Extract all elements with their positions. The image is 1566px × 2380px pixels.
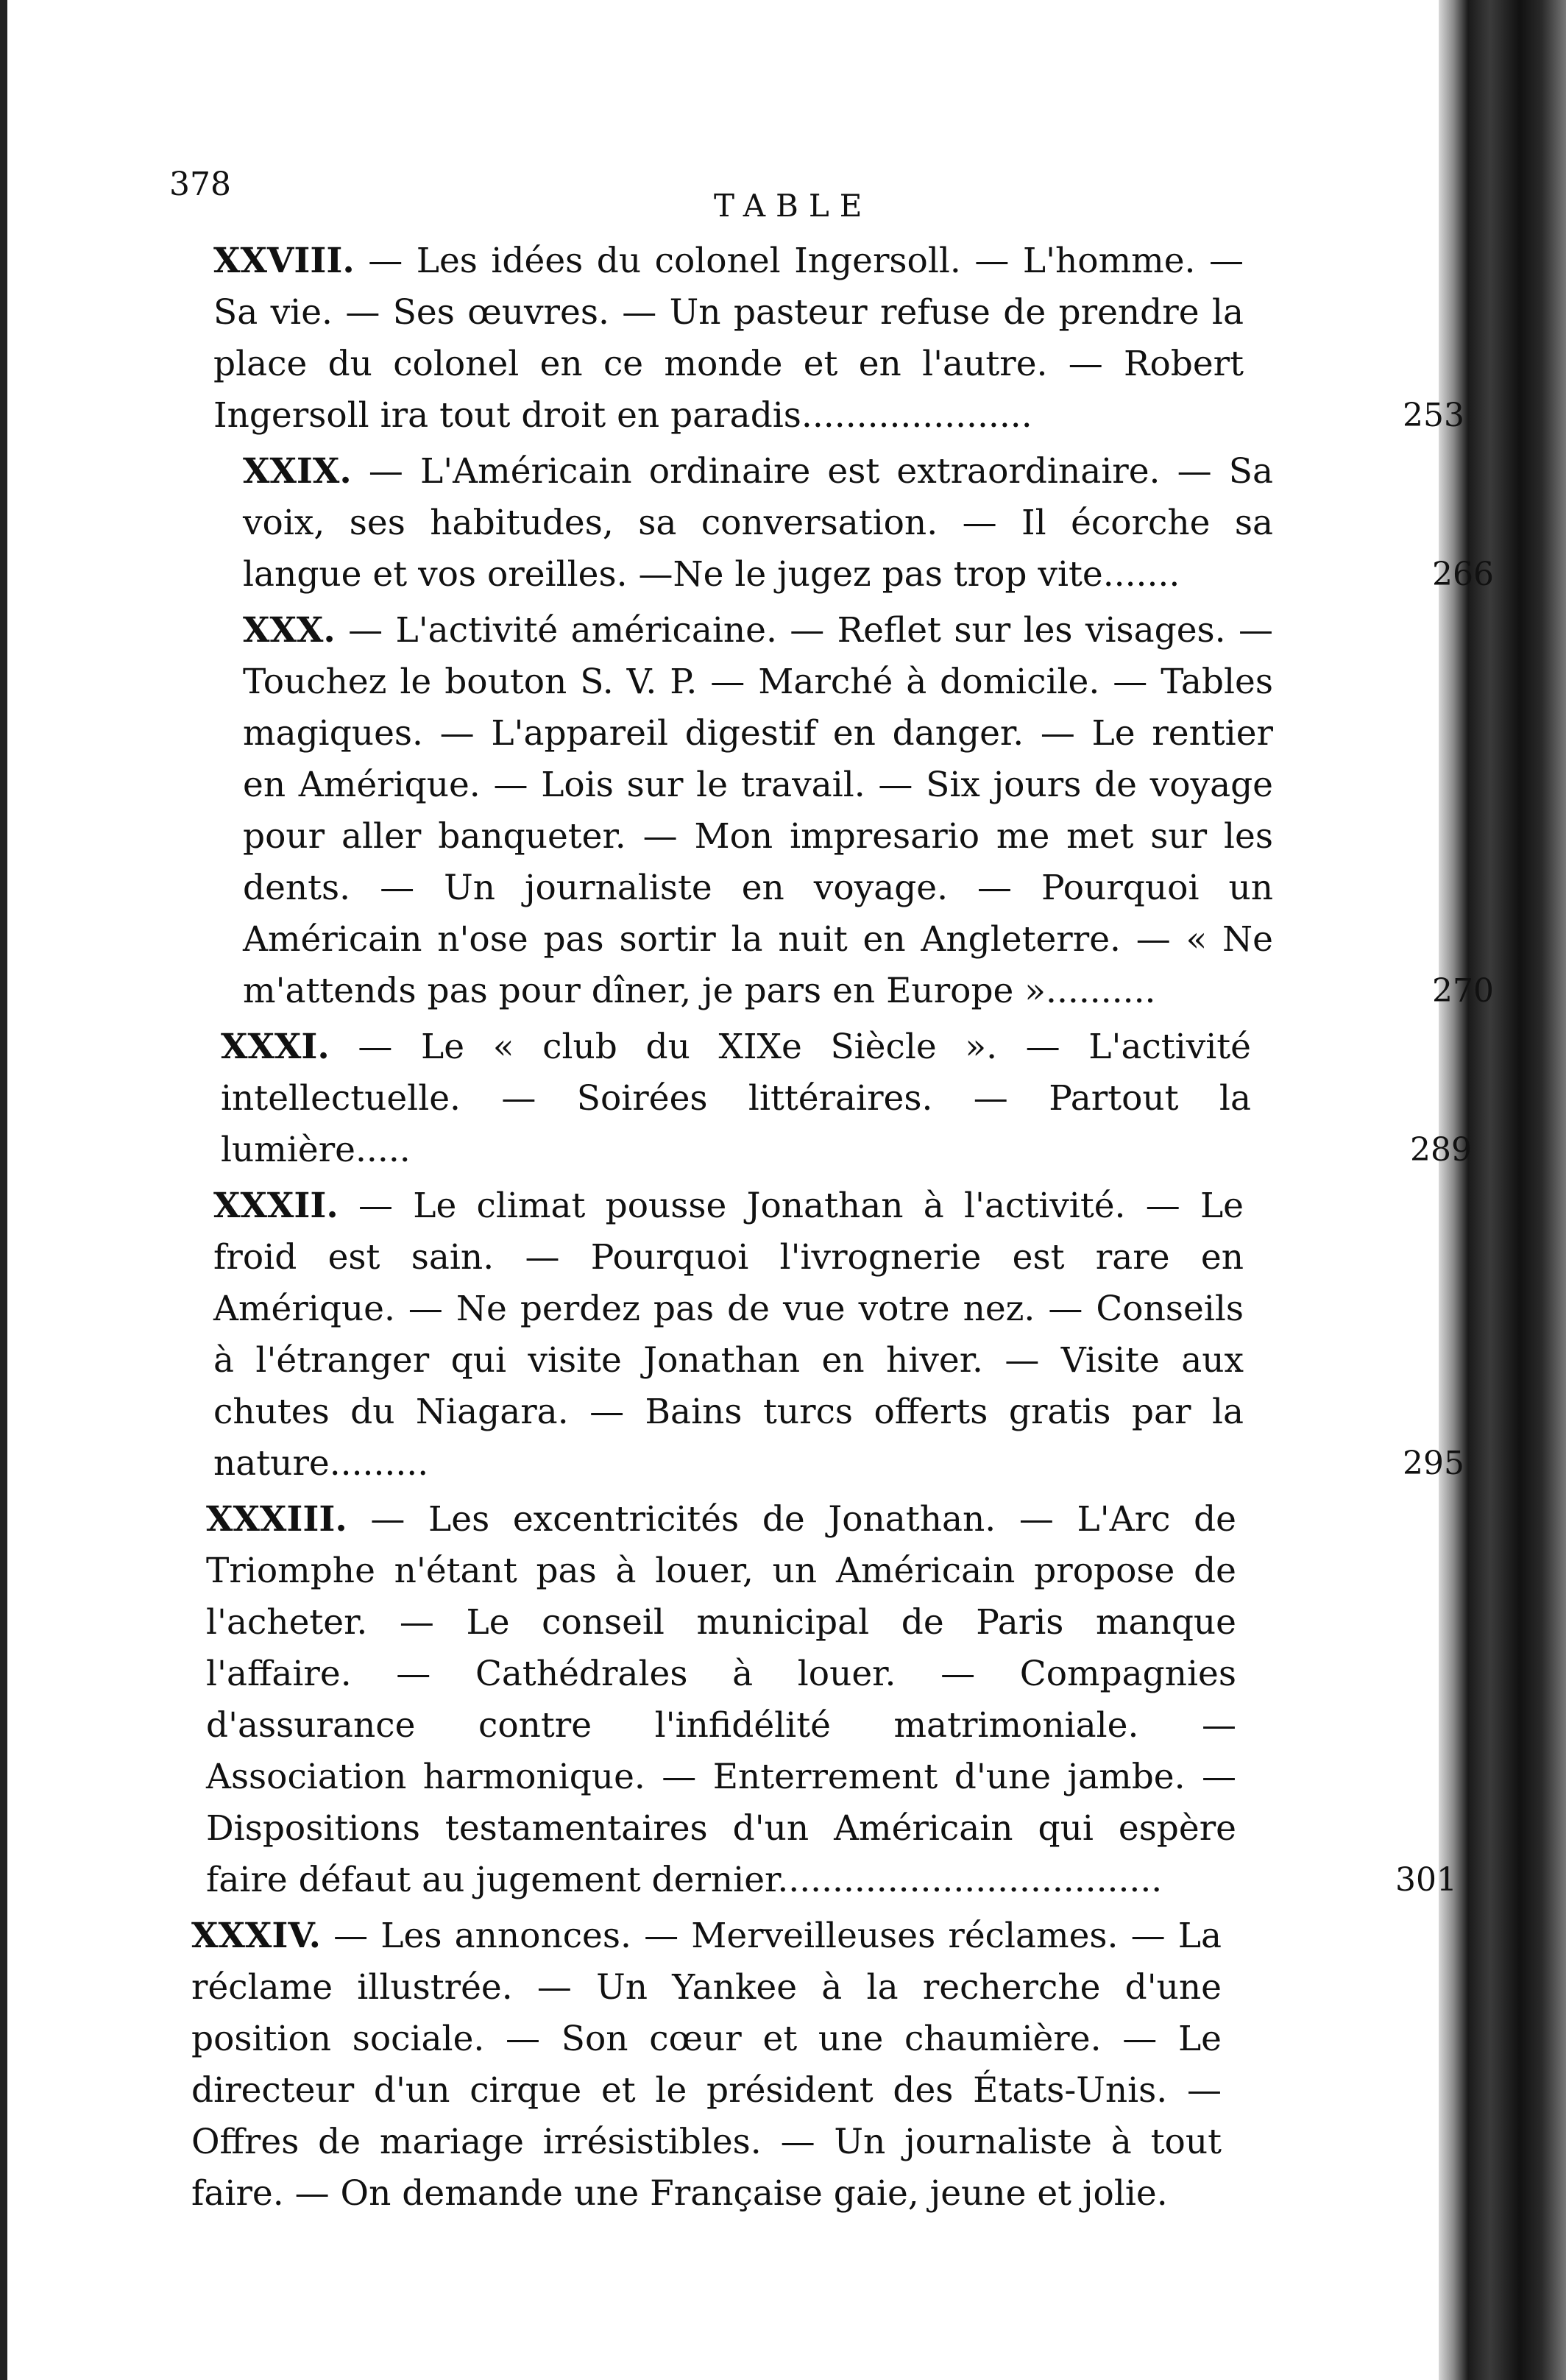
running-title: TABLE <box>714 188 873 224</box>
chapter-number: XXXII. <box>213 1186 339 1226</box>
chapter-summary: — L'activité américaine. — Reflet sur les visages. — Touchez le bouton S. V. P. — Marché à domicile. — Tables magiques. — L'appareil digestif en danger. — Le rentier en Amérique. — Lois sur le travail. — Six jours de voyage pour aller banqueter. — Mon impresario me met sur les dents. — Un journaliste en voyage. — Pourquoi un Américain n'ose pas sortir la nuit en Angleterre. — « Ne m'attends pas pour dîner, je pars en Europe ».......... <box>243 610 1273 1011</box>
chapter-number: XXXI. <box>221 1027 330 1067</box>
toc-entry-xxx <box>243 605 1494 1017</box>
toc-entry-xxxi <box>221 1021 1472 1176</box>
page-reference: 295 <box>1403 1445 1464 1482</box>
chapter-summary: — L'Américain ordinaire est extraordinaire. — Sa voix, ses habitudes, sa conversation. — Il écorche sa langue et vos oreilles. —Ne le jugez pas trop vite....... <box>243 451 1273 595</box>
chapter-summary: — Les excentricités de Jonathan. — L'Arc de Triomphe n'étant pas à louer, un Américain propose de l'acheter. — Le conseil municipal de Paris manque l'affaire. — Cathédrales à louer. — Compagnies d'assurance contre l'infidélité matrimoniale. — Association harmonique. — Enterrement d'une jambe. — Dispositions testamentaires d'un Américain qui espère faire défaut au jugement dernier................................... <box>206 1499 1236 1900</box>
toc-entry-xxviii <box>213 235 1464 442</box>
page-reference: 289 <box>1410 1131 1472 1169</box>
table-of-contents <box>177 235 1494 2220</box>
chapter-number: XXVIII. <box>213 241 355 281</box>
page-reference: 266 <box>1432 556 1494 593</box>
page-reference: 253 <box>1403 397 1464 434</box>
chapter-number: XXX. <box>243 610 336 651</box>
page-reference: 270 <box>1432 972 1494 1010</box>
chapter-number: XXXIV. <box>191 1916 321 1956</box>
toc-entry-xxxiv <box>191 1910 1222 2220</box>
page-reference: 301 <box>1395 1861 1457 1899</box>
scan-left-edge <box>0 0 7 2380</box>
page-header <box>169 166 1420 224</box>
chapter-summary: — Le climat pousse Jonathan à l'activité. — Le froid est sain. — Pourquoi l'ivrognerie est rare en Amérique. — Ne perdez pas de vue votre nez. — Conseils à l'étranger qui visite Jonathan en hiver. — Visite aux chutes du Niagara. — Bains turcs offerts gratis par la nature......... <box>213 1186 1244 1484</box>
scan-binding-edge <box>1439 0 1566 2380</box>
chapter-number: XXIX. <box>243 451 352 492</box>
page-number: 378 <box>169 166 231 203</box>
chapter-summary: — Les idées du colonel Ingersoll. — L'homme. — Sa vie. — Ses œuvres. — Un pasteur refuse de prendre la place du colonel en ce monde et en l'autre. — Robert Ingersoll ira tout droit en paradis..................... <box>213 241 1244 436</box>
toc-entry-xxxiii <box>206 1494 1457 1906</box>
toc-entry-xxix <box>243 446 1494 601</box>
toc-entry-xxxii <box>213 1180 1464 1490</box>
chapter-summary: — Le « club du XIXe Siècle ». — L'activité intellectuelle. — Soirées littéraires. — Partout la lumière..... <box>221 1027 1251 1170</box>
chapter-summary: — Les annonces. — Merveilleuses réclames. — La réclame illustrée. — Un Yankee à la recherche d'une position sociale. — Son cœur et une chaumière. — Le directeur d'un cirque et le président des États-Unis. — Offres de mariage irrésistibles. — Un journaliste à tout faire. — On demande une Française gaie, jeune et jolie. <box>191 1916 1222 2214</box>
chapter-number: XXXIII. <box>206 1499 347 1540</box>
